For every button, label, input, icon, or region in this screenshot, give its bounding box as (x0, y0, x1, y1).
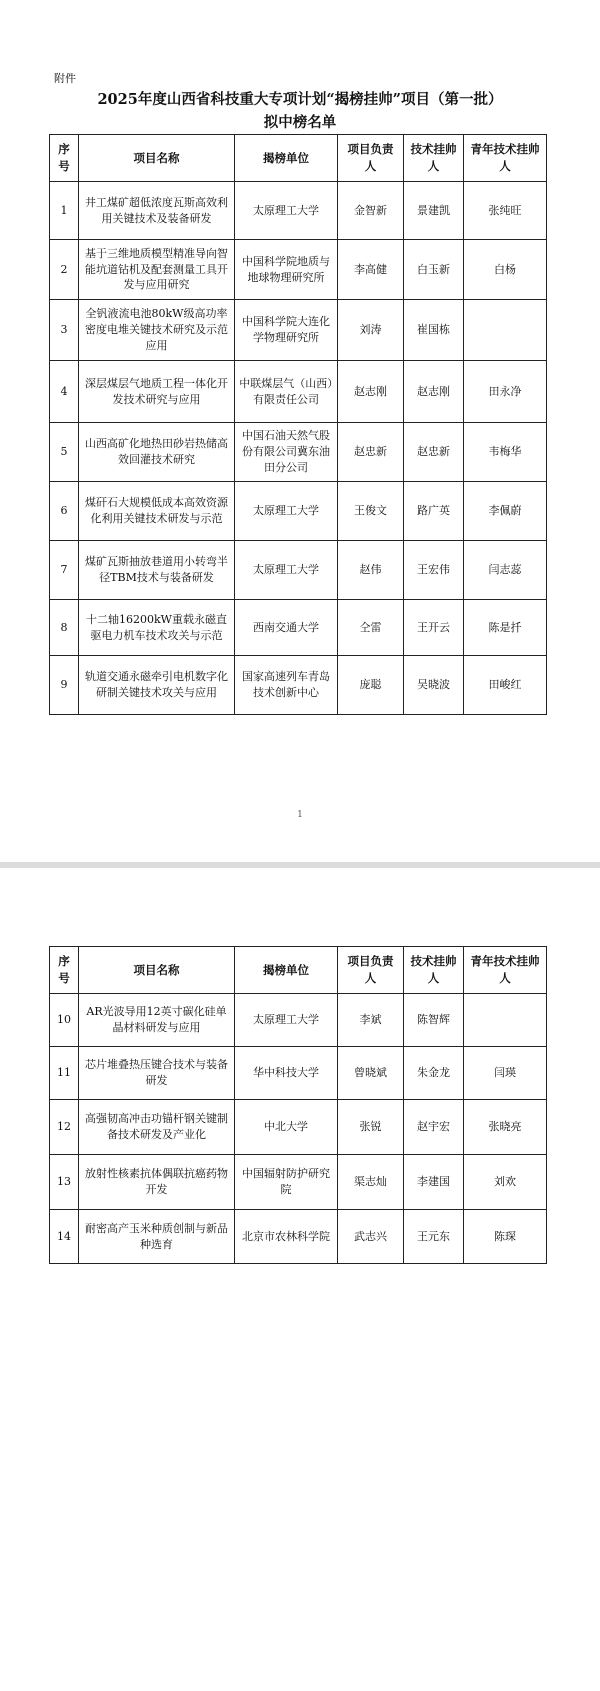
cell-young-tech-lead: 李佩蔚 (464, 482, 547, 541)
cell-young-tech-lead: 白杨 (464, 240, 547, 300)
cell-project-name: 煤矿瓦斯抽放巷道用小转弯半径TBM技术与装备研发 (79, 541, 235, 600)
table-row (50, 300, 547, 361)
cell-young-tech-lead (464, 994, 547, 1047)
cell-index: 10 (50, 994, 79, 1047)
document-title: 2025年度山西省科技重大专项计划“揭榜挂帅”项目（第一批） (97, 91, 503, 108)
cell-tech-lead: 白玉新 (404, 240, 464, 300)
cell-young-tech-lead: 陈是扦 (464, 600, 547, 656)
cell-project-name: 深层煤层气地质工程一体化开发技术研究与应用 (79, 361, 235, 423)
cell-tech-lead: 路广英 (404, 482, 464, 541)
cell-young-tech-lead: 张晓亮 (464, 1100, 547, 1155)
cell-unit: 中联煤层气（山西）有限责任公司 (235, 361, 338, 423)
cell-project-name: 山西高矿化地热田砂岩热储高效回灌技术研究 (79, 423, 235, 482)
table-row (50, 1047, 547, 1100)
cell-index: 13 (50, 1155, 79, 1210)
cell-unit: 中北大学 (235, 1100, 338, 1155)
header-young-tech-lead: 青年技术挂帅人 (464, 947, 547, 994)
table-row (50, 182, 547, 240)
header-young-tech-lead: 青年技术挂帅人 (464, 135, 547, 182)
header-unit: 揭榜单位 (235, 947, 338, 994)
table-row (50, 1100, 547, 1155)
cell-index: 8 (50, 600, 79, 656)
cell-project-name: 煤矸石大规模低成本高效资源化利用关键技术研发与示范 (79, 482, 235, 541)
table-row (50, 361, 547, 423)
project-table-page-1 (49, 134, 547, 715)
cell-leader: 渠志灿 (338, 1155, 404, 1210)
cell-leader: 刘涛 (338, 300, 404, 361)
table-row (50, 482, 547, 541)
cell-unit: 太原理工大学 (235, 994, 338, 1047)
cell-unit: 太原理工大学 (235, 482, 338, 541)
cell-index: 1 (50, 182, 79, 240)
cell-index: 4 (50, 361, 79, 423)
cell-tech-lead: 王开云 (404, 600, 464, 656)
cell-tech-lead: 赵志刚 (404, 361, 464, 423)
cell-tech-lead: 赵宇宏 (404, 1100, 464, 1155)
cell-young-tech-lead: 闫瑛 (464, 1047, 547, 1100)
cell-unit: 北京市农林科学院 (235, 1210, 338, 1264)
cell-leader: 仝雷 (338, 600, 404, 656)
document-page-2 (0, 868, 600, 1691)
cell-project-name: 放射性核素抗体偶联抗癌药物开发 (79, 1155, 235, 1210)
cell-leader: 武志兴 (338, 1210, 404, 1264)
table-row (50, 656, 547, 715)
cell-young-tech-lead: 田永净 (464, 361, 547, 423)
header-index: 序号 (50, 135, 79, 182)
cell-tech-lead: 吴晓波 (404, 656, 464, 715)
cell-leader: 张锐 (338, 1100, 404, 1155)
table-row (50, 240, 547, 300)
header-tech-lead: 技术挂帅人 (404, 947, 464, 994)
cell-unit: 太原理工大学 (235, 541, 338, 600)
table-row (50, 1210, 547, 1264)
cell-young-tech-lead: 闫志蕊 (464, 541, 547, 600)
table-row (50, 541, 547, 600)
page-number: 1 (297, 810, 303, 820)
cell-unit: 中国科学院大连化学物理研究所 (235, 300, 338, 361)
cell-young-tech-lead: 陈琛 (464, 1210, 547, 1264)
cell-project-name: 耐密高产玉米种质创制与新品种选育 (79, 1210, 235, 1264)
cell-index: 11 (50, 1047, 79, 1100)
cell-project-name: 十二轴16200kW重载永磁直驱电力机车技术攻关与示范 (79, 600, 235, 656)
cell-project-name: 轨道交通永磁牵引电机数字化研制关键技术攻关与应用 (79, 656, 235, 715)
cell-leader: 赵志刚 (338, 361, 404, 423)
attachment-label: 附件 (54, 72, 76, 85)
cell-tech-lead: 李建国 (404, 1155, 464, 1210)
cell-project-name: AR光波导用12英寸碳化硅单晶材料研发与应用 (79, 994, 235, 1047)
cell-index: 6 (50, 482, 79, 541)
cell-index: 9 (50, 656, 79, 715)
cell-project-name: 基于三维地质模型精准导向智能坑道钻机及配套测量工具开发与应用研究 (79, 240, 235, 300)
cell-young-tech-lead: 张纯旺 (464, 182, 547, 240)
header-leader: 项目负责人 (338, 947, 404, 994)
cell-leader: 王俊文 (338, 482, 404, 541)
cell-tech-lead: 崔国栋 (404, 300, 464, 361)
table-header-row (50, 135, 547, 182)
cell-tech-lead: 王宏伟 (404, 541, 464, 600)
cell-index: 7 (50, 541, 79, 600)
cell-leader: 赵伟 (338, 541, 404, 600)
cell-tech-lead: 景建凯 (404, 182, 464, 240)
cell-leader: 曾晓斌 (338, 1047, 404, 1100)
cell-leader: 李高健 (338, 240, 404, 300)
cell-leader: 李斌 (338, 994, 404, 1047)
document-subtitle: 拟中榜名单 (263, 114, 337, 131)
table-row (50, 600, 547, 656)
header-leader: 项目负责人 (338, 135, 404, 182)
table-header-row (50, 947, 547, 994)
cell-unit: 中国辐射防护研究院 (235, 1155, 338, 1210)
cell-index: 12 (50, 1100, 79, 1155)
cell-project-name: 井工煤矿超低浓度瓦斯高效利用关键技术及装备研发 (79, 182, 235, 240)
table-row (50, 1155, 547, 1210)
cell-index: 5 (50, 423, 79, 482)
header-index: 序号 (50, 947, 79, 994)
cell-young-tech-lead: 韦梅华 (464, 423, 547, 482)
header-tech-lead: 技术挂帅人 (404, 135, 464, 182)
cell-tech-lead: 陈智辉 (404, 994, 464, 1047)
cell-tech-lead: 朱金龙 (404, 1047, 464, 1100)
cell-unit: 国家高速列车青岛技术创新中心 (235, 656, 338, 715)
cell-index: 3 (50, 300, 79, 361)
cell-index: 2 (50, 240, 79, 300)
cell-project-name: 芯片堆叠热压键合技术与装备研发 (79, 1047, 235, 1100)
cell-index: 14 (50, 1210, 79, 1264)
cell-unit: 中国科学院地质与地球物理研究所 (235, 240, 338, 300)
cell-leader: 赵忠新 (338, 423, 404, 482)
cell-tech-lead: 王元东 (404, 1210, 464, 1264)
table-row (50, 423, 547, 482)
header-project-name: 项目名称 (79, 135, 235, 182)
cell-young-tech-lead: 田峻红 (464, 656, 547, 715)
cell-leader: 金智新 (338, 182, 404, 240)
project-table-page-2 (49, 946, 547, 1264)
cell-leader: 庞聪 (338, 656, 404, 715)
cell-project-name: 全钒液流电池80kW级高功率密度电堆关键技术研究及示范应用 (79, 300, 235, 361)
cell-unit: 西南交通大学 (235, 600, 338, 656)
header-unit: 揭榜单位 (235, 135, 338, 182)
header-project-name: 项目名称 (79, 947, 235, 994)
cell-young-tech-lead: 刘欢 (464, 1155, 547, 1210)
cell-unit: 中国石油天然气股份有限公司冀东油田分公司 (235, 423, 338, 482)
cell-unit: 太原理工大学 (235, 182, 338, 240)
cell-tech-lead: 赵忠新 (404, 423, 464, 482)
cell-young-tech-lead (464, 300, 547, 361)
table-row (50, 994, 547, 1047)
cell-unit: 华中科技大学 (235, 1047, 338, 1100)
cell-project-name: 高强韧高冲击功锚杆钢关键制备技术研发及产业化 (79, 1100, 235, 1155)
